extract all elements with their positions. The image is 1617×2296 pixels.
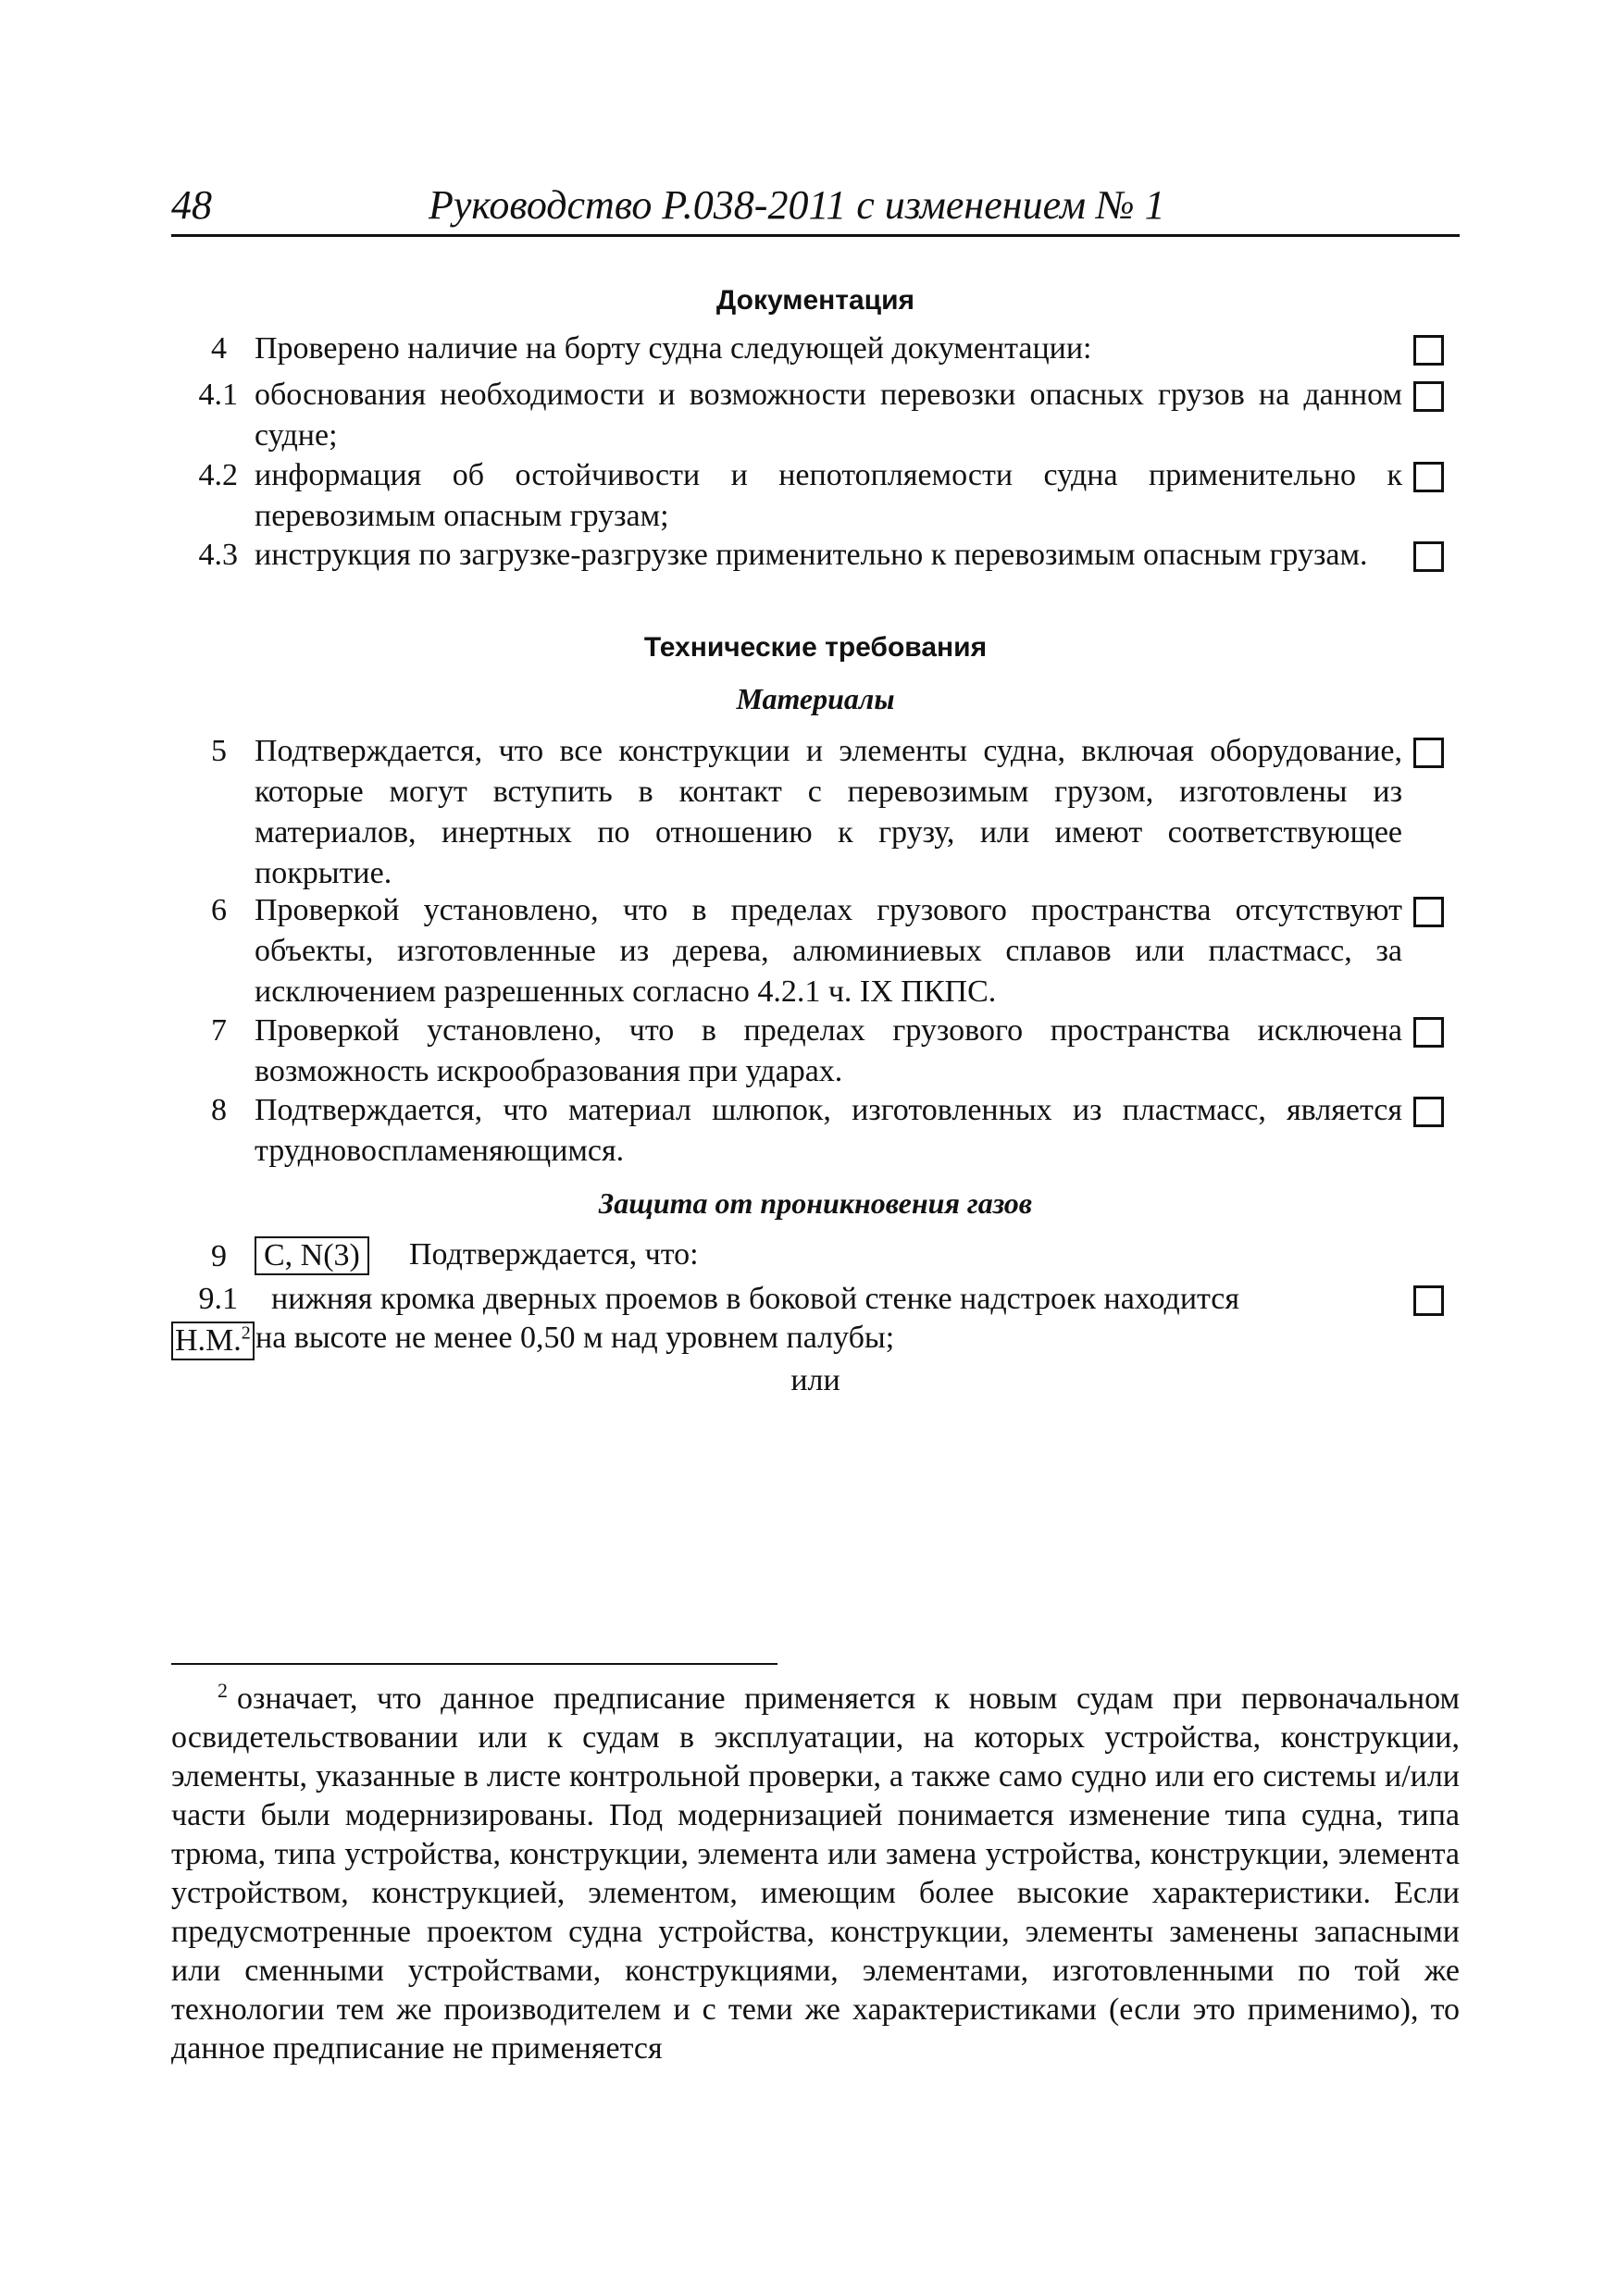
checkbox-item-6[interactable]	[1413, 897, 1444, 927]
item-number: 7	[211, 1013, 227, 1048]
header-rule	[171, 234, 1460, 237]
document-title: Руководство Р.038-2011 с изменением № 1	[429, 182, 1165, 228]
item-text: Проверено наличие на борту судна следующей документации:	[255, 331, 1092, 366]
subsection-heading-materials: Материалы	[736, 682, 895, 715]
item-number: 4.3	[198, 538, 238, 572]
section-heading-documentation: Документация	[715, 285, 915, 316]
checkbox-item-7[interactable]	[1413, 1017, 1444, 1048]
label-text: Н.М.	[175, 1323, 242, 1358]
checkbox-item-4-2[interactable]	[1413, 462, 1444, 492]
item-text: информация об остойчивости и непотопляемости судна применительно к перевозимым опасным грузам;	[255, 458, 1402, 533]
or-connector: или	[790, 1363, 840, 1397]
item-number: 6	[211, 893, 227, 927]
footnote-mark: 2	[218, 1678, 228, 1702]
item-number: 9	[211, 1239, 227, 1273]
item-number: 9.1	[198, 1282, 238, 1316]
footnote-text: означает, что данное предписание применяется к новым судам при первоначальном освидетельствовании или к судам в эксплуатации, на которых устройства, конструкции, элементы, указанные в листе контрольной проверки, а также само судно или его системы и/или части были модернизированы. Под модернизацией понимается изменение типа судна, типа трюма, типа устройства, конструкции, элемента или замена устройства, конструкции, элемента устройством, конструкцией, элементом, имеющим более высокие характеристики. Если предусмотренные проектом судна устройства, конструкции, элементы заменены запасными или сменными устройствами, конструкциями, элементами, изготовленными по той же технологии тем же производителем и с теми же характеристиками (если это применимо), то данное предписание не применяется	[171, 1682, 1460, 2066]
page-number: 48	[171, 182, 212, 228]
checkbox-item-8[interactable]	[1413, 1097, 1444, 1127]
item-text: Подтверждается, что материал шлюпок, изготовленных из пластмасс, является трудновоспламеняющимся.	[255, 1093, 1402, 1168]
item-text: Проверкой установлено, что в пределах грузового пространства отсутствуют объекты, изготовленные из дерева, алюминиевых сплавов или пластмасс, за исключением разрешенных согласно 4.2.1 ч. IX ПКПС.	[255, 893, 1402, 1009]
item-text-line: нижняя кромка дверных проемов в боковой стенке надстроек находится	[271, 1282, 1240, 1316]
item-number: 4.1	[198, 378, 238, 412]
item-number: 8	[211, 1093, 227, 1127]
item-text: Подтверждается, что все конструкции и элементы судна, включая оборудование, которые могут вступить в контакт с перевозимым грузом, изготовлены из материалов, инертных по отношению к грузу, или имеют соответствующее покрытие.	[255, 734, 1402, 890]
item-text: обоснования необходимости и возможности перевозки опасных грузов на данном судне;	[255, 378, 1402, 453]
checkbox-item-4[interactable]	[1413, 335, 1444, 366]
applicability-label: С, N(3)	[255, 1236, 369, 1275]
item-text: инструкция по загрузке-разгрузке применительно к перевозимым опасным грузам.	[255, 538, 1368, 572]
item-text: Подтверждается, что:	[409, 1237, 699, 1272]
checkbox-item-4-1[interactable]	[1413, 381, 1444, 412]
subsection-heading-gas-protection: Защита от проникновения газов	[598, 1186, 1033, 1220]
footnote-rule	[171, 1663, 777, 1665]
item-number: 4	[211, 331, 227, 366]
checkbox-item-4-3[interactable]	[1413, 541, 1444, 572]
item-number: 4.2	[198, 458, 238, 492]
item-text: Проверкой установлено, что в пределах грузового пространства исключена возможность искрообразования при ударах.	[255, 1013, 1402, 1088]
footnote-ref: 2	[241, 1322, 251, 1344]
footnote	[171, 1680, 1460, 2068]
new-ships-label	[171, 1322, 255, 1360]
section-heading-technical: Технические требования	[643, 632, 988, 663]
running-header	[171, 178, 1458, 233]
item-number: 5	[211, 734, 227, 768]
checkbox-item-9-1[interactable]	[1413, 1285, 1444, 1316]
item-text-line: на высоте не менее 0,50 м над уровнем палубы;	[255, 1321, 895, 1355]
checkbox-item-5[interactable]	[1413, 738, 1444, 768]
